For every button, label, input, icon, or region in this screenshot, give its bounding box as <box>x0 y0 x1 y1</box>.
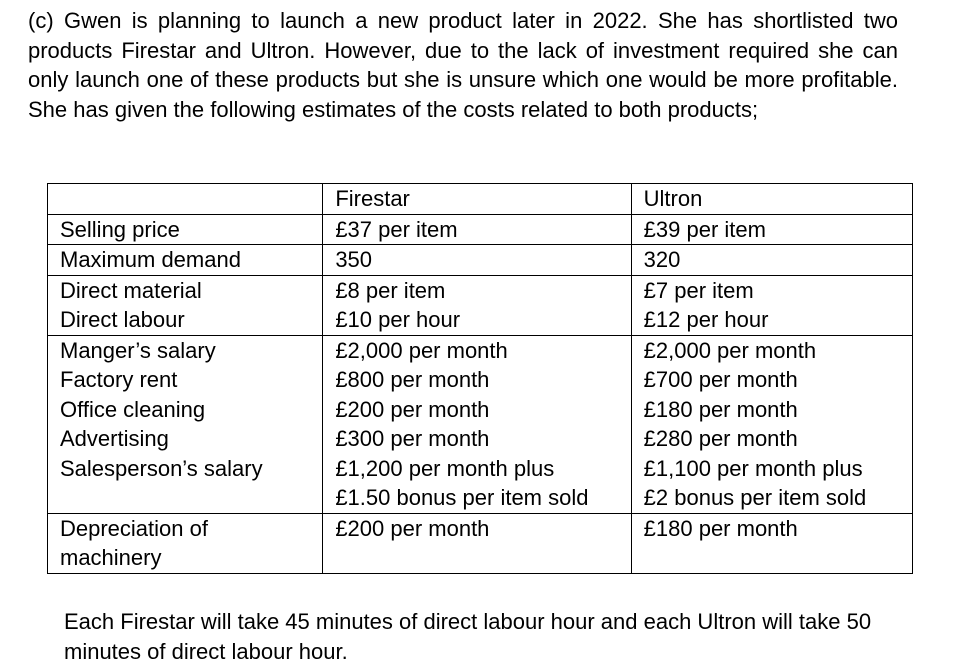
firestar-value-line2: £1.50 bonus per item sold <box>335 485 589 510</box>
row-label: Maximum demand <box>48 245 323 276</box>
firestar-value-line1: £1,200 per month plus <box>335 455 555 481</box>
table-row <box>48 305 913 335</box>
ultron-value: 320 <box>631 245 912 276</box>
table-header-row <box>48 184 913 215</box>
firestar-value: £800 per month <box>323 365 631 395</box>
row-label-line1: Depreciation of <box>60 515 208 541</box>
header-firestar: Firestar <box>323 184 631 215</box>
ultron-value: £7 per item <box>631 275 912 305</box>
ultron-value: £2,000 per month <box>631 335 912 365</box>
question-intro: (c) Gwen is planning to launch a new product later in 2022. She has shortlisted two products Firestar and Ultron. However, due to the lack of investment required she can only launch one of these products but she is unsure which one would be more profitable. She has given the following estimates of the costs related to both products; <box>28 8 898 122</box>
table-row <box>48 245 913 276</box>
firestar-value: 350 <box>323 245 631 276</box>
ultron-value: £180 per month <box>631 513 912 573</box>
firestar-value: £8 per item <box>323 275 631 305</box>
row-label-line2: machinery <box>60 545 162 570</box>
row-label: Direct material <box>48 275 323 305</box>
ultron-value: £280 per month <box>631 424 912 454</box>
firestar-value: £200 per month <box>323 395 631 425</box>
row-label: Office cleaning <box>48 395 323 425</box>
header-label-cell <box>48 184 323 215</box>
table-row <box>48 454 913 514</box>
header-ultron: Ultron <box>631 184 912 215</box>
labour-hours-note: Each Firestar will take 45 minutes of direct labour hour and each Ultron will take 50 minutes of direct labour hour. <box>64 609 872 664</box>
ultron-value-line2: £2 bonus per item sold <box>643 485 867 510</box>
firestar-value: £300 per month <box>323 424 631 454</box>
row-label <box>48 513 323 573</box>
cost-estimates-table <box>47 183 913 574</box>
firestar-value: £10 per hour <box>323 305 631 335</box>
ultron-value: £39 per item <box>631 214 912 245</box>
row-label: Salesperson’s salary <box>48 454 323 514</box>
row-label: Factory rent <box>48 365 323 395</box>
row-label: Manger’s salary <box>48 335 323 365</box>
firestar-value: £37 per item <box>323 214 631 245</box>
ultron-value: £12 per hour <box>631 305 912 335</box>
table-row <box>48 424 913 454</box>
firestar-value <box>323 454 631 514</box>
table-row <box>48 335 913 365</box>
table-row <box>48 214 913 245</box>
firestar-value: £2,000 per month <box>323 335 631 365</box>
row-label: Direct labour <box>48 305 323 335</box>
table-row <box>48 275 913 305</box>
row-label: Advertising <box>48 424 323 454</box>
ultron-value <box>631 454 912 514</box>
firestar-value: £200 per month <box>323 513 631 573</box>
ultron-value-line1: £1,100 per month plus <box>643 455 863 481</box>
table-row <box>48 395 913 425</box>
row-label: Selling price <box>48 214 323 245</box>
ultron-value: £180 per month <box>631 395 912 425</box>
table-row <box>48 513 913 573</box>
ultron-value: £700 per month <box>631 365 912 395</box>
table-row <box>48 365 913 395</box>
